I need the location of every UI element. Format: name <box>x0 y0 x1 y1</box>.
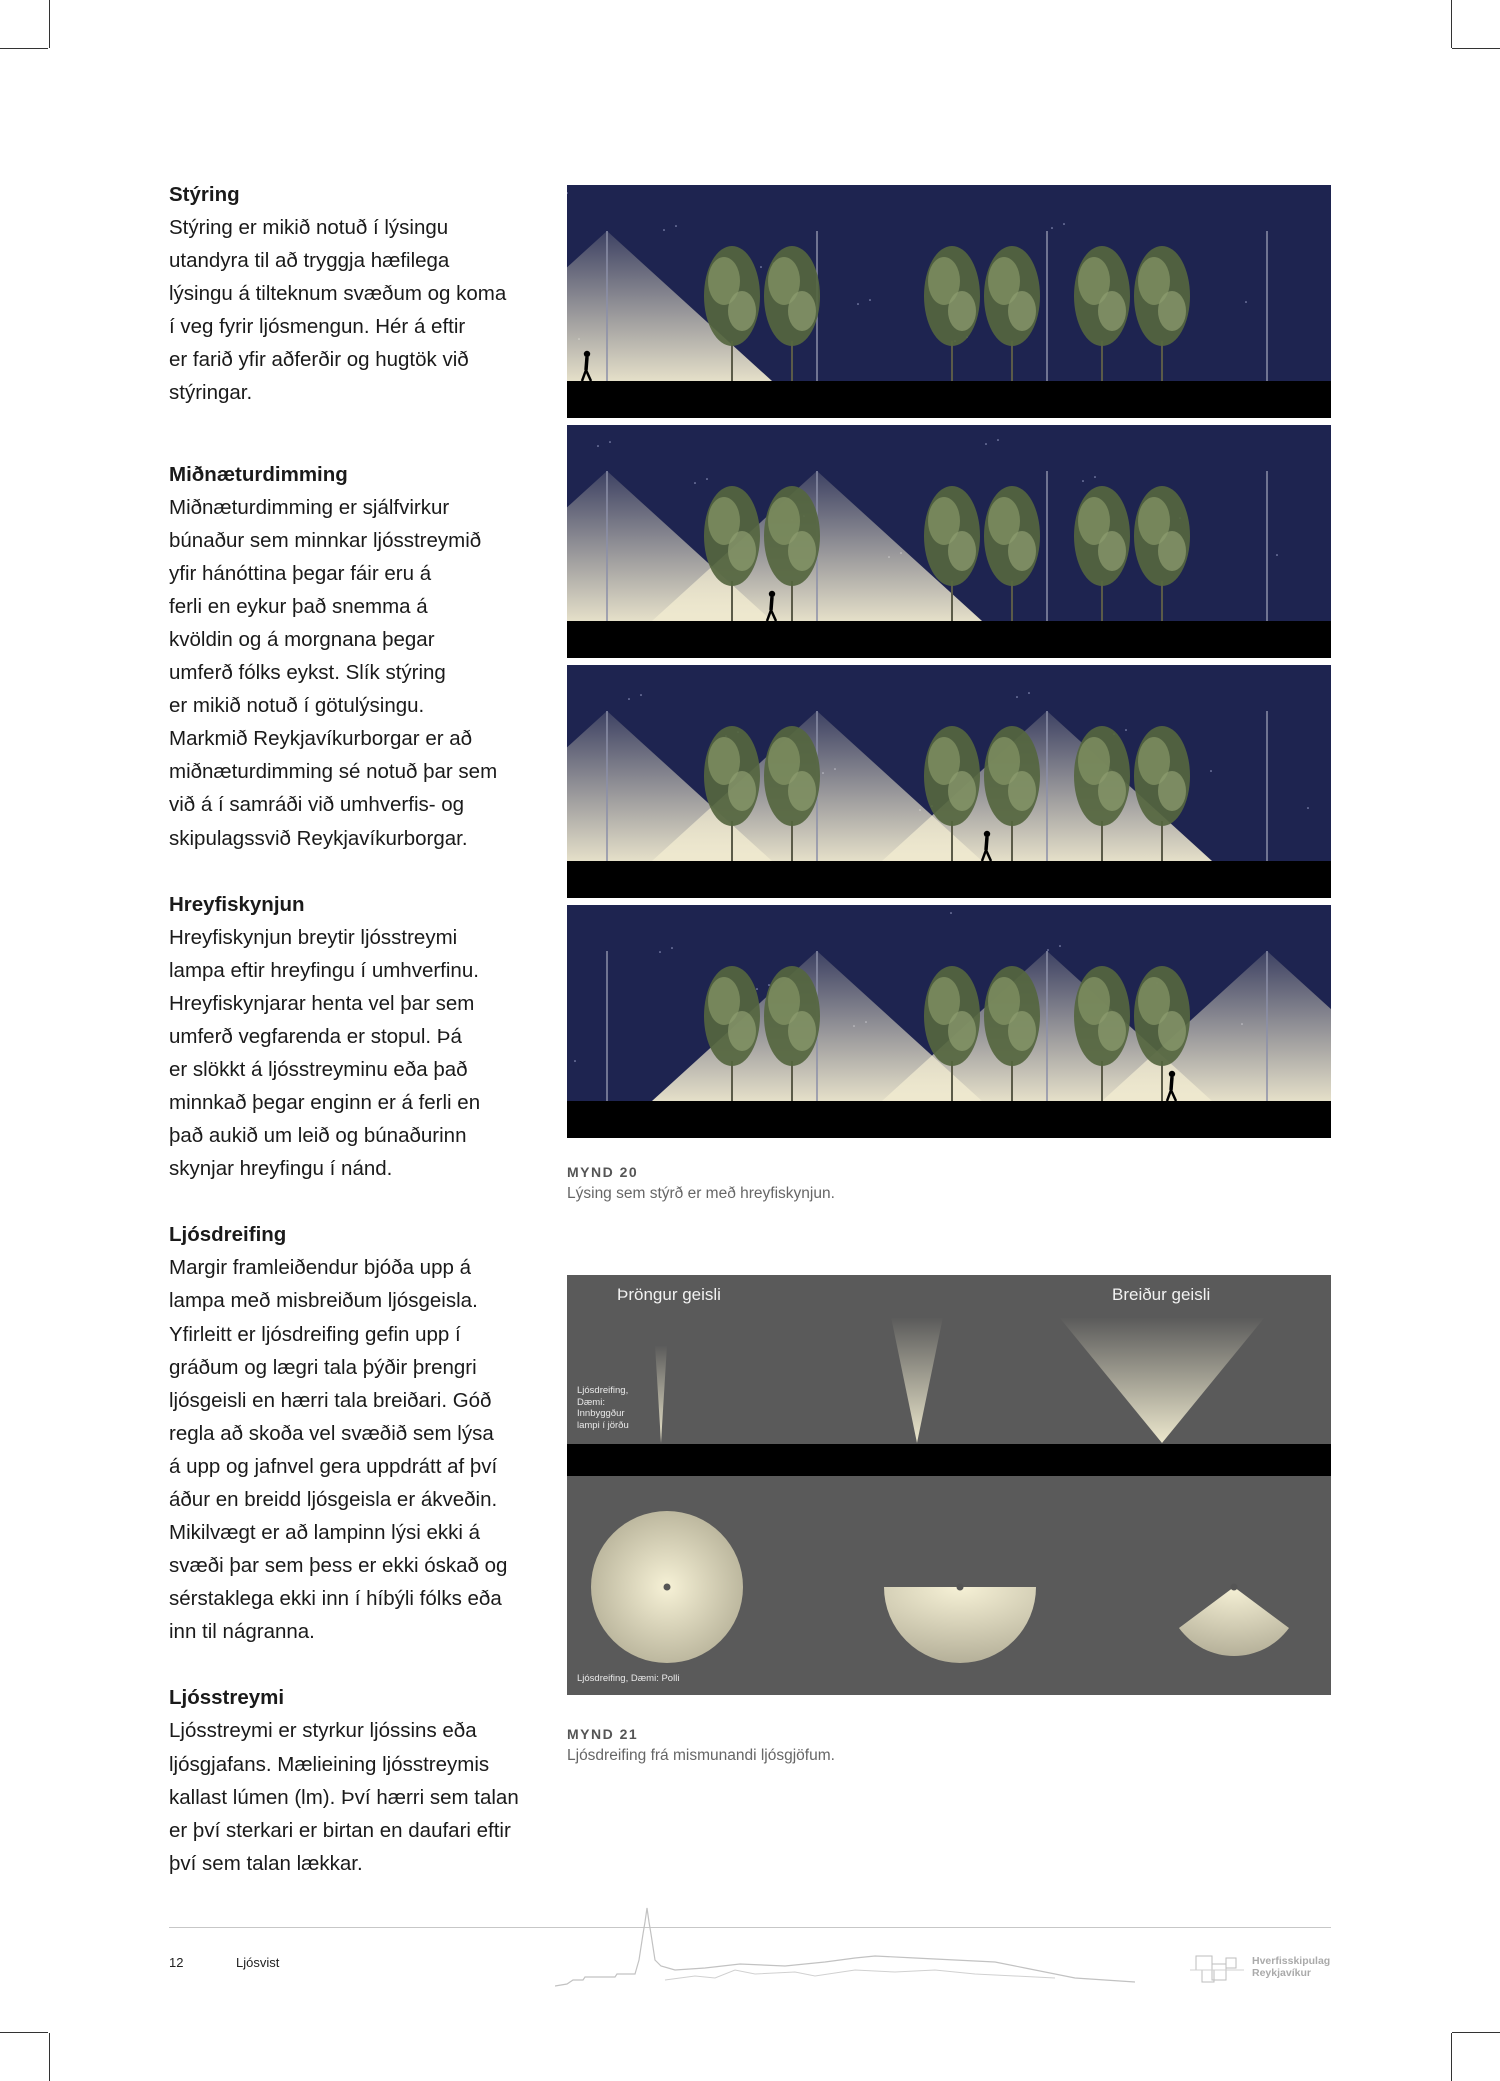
lamp-point <box>664 1584 671 1591</box>
pedestrian-body <box>771 597 772 610</box>
crop-mark <box>49 0 50 48</box>
tree-crown <box>948 771 976 811</box>
label-inground-example: Ljósdreifing, Dæmi: Innbyggður lampi í jörðu <box>577 1385 629 1431</box>
crop-mark <box>1452 2032 1500 2033</box>
star <box>1082 480 1084 482</box>
night-scene-svg <box>567 905 1331 1138</box>
tree-crown <box>1158 771 1186 811</box>
section-body: Margir framleiðendur bjóða upp á lampa með misbreiðum ljósgeisla. Yfirleitt er ljósdreifing gefin upp í gráðum og lægri tala þýðir þrengri ljósgeisli en hærri tala breiðari. Góð regla að skoða vel svæðið sem lýsa á upp og jafnvel gera uppdrátt af því áður en breidd ljósgeisla er ákveðin. Mikilvægt er að lampinn lýsi ekki á svæði þar sem þess er ekki óskað og sérstaklega ekki inn í híbýli fólks eða inn til nágranna. <box>169 1256 508 1644</box>
tree-crown <box>728 531 756 571</box>
text-column <box>169 178 544 1913</box>
footer-title: Ljósvist <box>236 1955 280 1970</box>
tree-crown <box>788 771 816 811</box>
star <box>985 443 987 445</box>
medium-beam <box>891 1317 943 1443</box>
section-body: Stýring er mikið notuð í lýsingu utandyra til að tryggja hæfilega lýsingu á tilteknum svæðum og koma í veg fyrir ljósmengun. Hér á eftir er farið yfir aðferðir og hugtök við stýringar. <box>169 216 507 405</box>
logo-wordmark: Hverfisskipulag Reykjavíkur <box>1252 1955 1331 1979</box>
star <box>760 266 762 268</box>
night-scene-panel <box>567 665 1331 898</box>
section-heading: Hreyfiskynjun <box>169 892 305 916</box>
wide-beam <box>1059 1317 1265 1443</box>
ground <box>567 621 1331 658</box>
star <box>997 439 999 441</box>
tree-crown <box>1008 1011 1036 1051</box>
reykjavik-skyline-drawing <box>555 1900 1135 1995</box>
tree-crown <box>1098 771 1126 811</box>
star <box>1307 807 1309 809</box>
lamp-point <box>957 1584 964 1591</box>
tree-crown <box>948 1011 976 1051</box>
pedestrian-head <box>984 831 990 837</box>
section-hreyfiskynjun <box>169 888 544 1186</box>
star <box>1016 696 1018 698</box>
star <box>1063 223 1065 225</box>
tree-crown <box>1098 1011 1126 1051</box>
section-midnaeturdimming <box>169 458 544 855</box>
tree-crown <box>728 1011 756 1051</box>
pedestrian-head <box>584 351 590 357</box>
figure-20-illustration <box>567 185 1331 1145</box>
star <box>609 441 611 443</box>
ground <box>567 861 1331 898</box>
tree-crown <box>1008 531 1036 571</box>
ground-band <box>567 1444 1331 1476</box>
section-body: Hreyfiskynjun breytir ljósstreymi lampa eftir hreyfingu í umhverfinu. Hreyfiskynjarar henta vel þar sem umferð vegfarenda er stopul. Þá er slökkt á ljósstreyminu eða það minnkað þegar enginn er á ferli en það aukið um leið og búnaðurinn skynjar hreyfingu í nánd. <box>169 925 481 1181</box>
figure-21-illustration <box>567 1275 1331 1695</box>
star <box>694 482 696 484</box>
star <box>628 698 630 700</box>
night-scene-svg <box>567 425 1331 658</box>
beam-spread-svg <box>567 1275 1331 1695</box>
night-scene-panel <box>567 185 1331 418</box>
night-scene-panel <box>567 425 1331 658</box>
pedestrian-head <box>1169 1071 1175 1077</box>
star <box>671 947 673 949</box>
tree-crown <box>1158 291 1186 331</box>
crop-mark <box>1452 48 1500 49</box>
half-circle-pool <box>884 1587 1036 1663</box>
star <box>1245 301 1247 303</box>
section-heading: Ljósdreifing <box>169 1223 287 1247</box>
night-scene-svg <box>567 185 1331 418</box>
star <box>1276 554 1278 556</box>
section-heading: Stýring <box>169 183 240 206</box>
night-scene-svg <box>567 665 1331 898</box>
crop-mark <box>1451 0 1452 48</box>
star <box>663 229 665 231</box>
label-bollard-example: Ljósdreifing, Dæmi: Polli <box>577 1673 680 1684</box>
star <box>1210 770 1212 772</box>
star <box>640 694 642 696</box>
tree-crown <box>788 1011 816 1051</box>
star <box>857 303 859 305</box>
star <box>706 478 708 480</box>
ground <box>567 381 1331 418</box>
narrow-beam <box>655 1345 667 1443</box>
tree-crown <box>1158 1011 1186 1051</box>
section-heading: Ljósstreymi <box>169 1686 285 1710</box>
night-scene-panel <box>567 905 1331 1138</box>
star <box>1028 692 1030 694</box>
tree-crown <box>728 771 756 811</box>
lamp-point <box>1231 1584 1238 1591</box>
skyline-line <box>665 1970 1055 1980</box>
crop-mark <box>49 2033 50 2081</box>
tree-crown <box>1098 291 1126 331</box>
section-body: Miðnæturdimming er sjálfvirkur búnaður sem minnkar ljósstreymið yfir hánóttina þegar fáir eru á ferli en eykur það snemma á kvöldin og á morgnana þegar umferð fólks eykst. Slík stýring er mikið notuð í götulýsingu. Markmið Reykjavíkurborgar er að miðnæturdimming sé notuð þar sem við á í samráði við umhverfis- og skipulagssvið Reykjavíkurborgar. <box>169 495 498 850</box>
skyline-line <box>555 1908 1135 1986</box>
star <box>659 951 661 953</box>
tree-crown <box>788 531 816 571</box>
star <box>756 988 758 990</box>
star <box>675 225 677 227</box>
section-heading: Miðnæturdimming <box>169 462 348 486</box>
tree-crown <box>1158 531 1186 571</box>
crop-mark <box>1451 2033 1452 2081</box>
figure-description: Lýsing sem stýrð er með hreyfiskynjun. <box>567 1185 835 1202</box>
pedestrian-body <box>986 837 987 850</box>
ground <box>567 1101 1331 1138</box>
star <box>597 445 599 447</box>
section-ljosdreifing <box>169 1218 544 1648</box>
narrow-sector-pool <box>1179 1587 1289 1656</box>
star <box>1059 945 1061 947</box>
figure-number: MYND 21 <box>567 1726 639 1742</box>
star <box>1094 476 1096 478</box>
star <box>1047 949 1049 951</box>
pedestrian-body <box>1171 1077 1172 1090</box>
section-styring <box>169 178 544 410</box>
section-body: Ljósstreymi er styrkur ljóssins eða ljósgjafans. Mælieining ljósstreymis kallast lúmen (lm). Því hærri sem talan er því sterkari er birtan en daufari eftir því sem talan lækkar. <box>169 1719 519 1875</box>
figure-number: MYND 20 <box>567 1164 639 1180</box>
hverfisskipulag-logo-icon <box>1188 1950 1248 1990</box>
pedestrian-head <box>769 591 775 597</box>
figure-20-caption <box>567 1162 1331 1206</box>
crop-mark <box>0 2032 48 2033</box>
tree-crown <box>948 291 976 331</box>
crop-mark <box>0 48 48 49</box>
figure-21-caption <box>567 1724 1331 1768</box>
page-number: 12 <box>169 1955 184 1970</box>
star <box>1125 729 1127 731</box>
star <box>869 299 871 301</box>
tree-crown <box>1098 531 1126 571</box>
tree-crown <box>1008 771 1036 811</box>
label-narrow-beam: Þröngur geisli <box>617 1285 721 1304</box>
pedestrian-body <box>586 357 587 370</box>
star <box>768 984 770 986</box>
figure-description: Ljósdreifing frá mismunandi ljósgjöfum. <box>567 1747 835 1764</box>
star <box>950 912 952 914</box>
label-wide-beam: Breiður geisli <box>1112 1285 1211 1304</box>
star <box>574 1060 576 1062</box>
tree-crown <box>948 531 976 571</box>
tree-crown <box>788 291 816 331</box>
section-ljosstreymi <box>169 1681 544 1879</box>
tree-crown <box>728 291 756 331</box>
star <box>1051 227 1053 229</box>
tree-crown <box>1008 291 1036 331</box>
